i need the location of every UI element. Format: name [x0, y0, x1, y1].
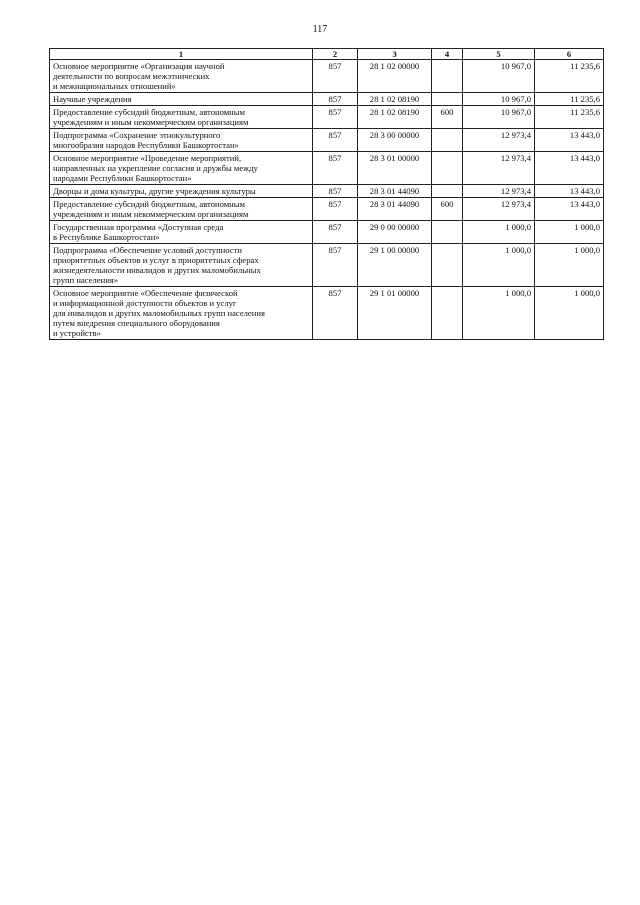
table-row [50, 93, 604, 106]
cell-sum2: 13 443,0 [535, 129, 604, 152]
cell-vr: 600 [432, 106, 463, 129]
cell-name [50, 60, 313, 93]
cell-csr: 29 1 01 00000 [358, 287, 432, 340]
cell-name-line: Подпрограмма «Обеспечение условий доступности [53, 245, 242, 255]
cell-vr [432, 185, 463, 198]
cell-ved: 857 [313, 152, 358, 185]
cell-csr: 28 3 01 00000 [358, 152, 432, 185]
cell-name-line: в Республике Башкортостан» [53, 232, 160, 242]
header-col-sum2: 6 [535, 49, 604, 60]
cell-name [50, 287, 313, 340]
cell-name-line: приоритетных объектов и услуг в приоритетных сферах [53, 255, 259, 265]
table-row [50, 152, 604, 185]
table-row [50, 287, 604, 340]
header-col-ved: 2 [313, 49, 358, 60]
cell-vr [432, 244, 463, 287]
cell-ved: 857 [313, 198, 358, 221]
header-col-sum1: 5 [463, 49, 535, 60]
table-body [50, 60, 604, 340]
table-row [50, 106, 604, 129]
cell-name [50, 93, 313, 106]
cell-sum2: 11 235,6 [535, 93, 604, 106]
cell-ved: 857 [313, 106, 358, 129]
cell-sum1: 1 000,0 [463, 221, 535, 244]
cell-name-line: Государственная программа «Доступная среда [53, 222, 224, 232]
page-number: 117 [312, 24, 328, 35]
cell-name-line: Научные учреждения [53, 94, 132, 104]
cell-sum2: 13 443,0 [535, 198, 604, 221]
cell-sum1: 10 967,0 [463, 60, 535, 93]
cell-name-line: учреждениям и иным некоммерческим организациям [53, 209, 249, 219]
cell-name-line: направленных на укрепление согласия и дружбы между [53, 163, 258, 173]
cell-name-line: и устройств» [53, 328, 101, 338]
cell-sum1: 10 967,0 [463, 93, 535, 106]
cell-sum2: 13 443,0 [535, 185, 604, 198]
cell-name-line: Основное мероприятие «Проведение мероприятий, [53, 153, 242, 163]
cell-sum2: 13 443,0 [535, 152, 604, 185]
cell-csr: 28 1 02 00000 [358, 60, 432, 93]
cell-name-line: многообразия народов Республики Башкортостан» [53, 140, 239, 150]
cell-name [50, 221, 313, 244]
cell-name [50, 198, 313, 221]
cell-name [50, 185, 313, 198]
cell-vr [432, 221, 463, 244]
table-row [50, 198, 604, 221]
header-col-vr: 4 [432, 49, 463, 60]
cell-name [50, 106, 313, 129]
cell-sum2: 1 000,0 [535, 221, 604, 244]
budget-table [49, 48, 604, 340]
header-col-name: 1 [50, 49, 313, 60]
cell-name-line: для инвалидов и других маломобильных групп населения [53, 308, 265, 318]
cell-vr [432, 152, 463, 185]
table-row [50, 185, 604, 198]
cell-sum1: 10 967,0 [463, 106, 535, 129]
cell-sum1: 12 973,4 [463, 198, 535, 221]
cell-csr: 28 3 00 00000 [358, 129, 432, 152]
cell-sum1: 12 973,4 [463, 152, 535, 185]
cell-name [50, 129, 313, 152]
cell-csr: 28 1 02 08190 [358, 106, 432, 129]
cell-ved: 857 [313, 185, 358, 198]
cell-ved: 857 [313, 129, 358, 152]
cell-sum2: 1 000,0 [535, 244, 604, 287]
cell-name-line: Предоставление субсидий бюджетным, автономным [53, 199, 245, 209]
cell-sum1: 1 000,0 [463, 244, 535, 287]
table-row [50, 60, 604, 93]
cell-vr: 600 [432, 198, 463, 221]
cell-sum2: 11 235,6 [535, 106, 604, 129]
cell-vr [432, 287, 463, 340]
table-row [50, 221, 604, 244]
cell-vr [432, 93, 463, 106]
cell-ved: 857 [313, 93, 358, 106]
cell-name-line: народами Республики Башкортостан» [53, 173, 192, 183]
cell-ved: 857 [313, 60, 358, 93]
cell-csr: 28 3 01 44090 [358, 198, 432, 221]
cell-name-line: Подпрограмма «Сохранение этнокультурного [53, 130, 221, 140]
cell-name-line: Основное мероприятие «Организация научной [53, 61, 225, 71]
cell-name-line: и межнациональных отношений» [53, 81, 176, 91]
cell-sum1: 12 973,4 [463, 129, 535, 152]
cell-sum2: 1 000,0 [535, 287, 604, 340]
cell-csr: 28 1 02 08190 [358, 93, 432, 106]
cell-ved: 857 [313, 221, 358, 244]
cell-name [50, 152, 313, 185]
cell-name-line: деятельности по вопросам межэтнических [53, 71, 210, 81]
cell-name [50, 244, 313, 287]
table-header-row [50, 49, 604, 60]
cell-name-line: Дворцы и дома культуры, другие учреждения культуры [53, 186, 256, 196]
table-row [50, 129, 604, 152]
cell-name-line: Предоставление субсидий бюджетным, автономным [53, 107, 245, 117]
cell-sum1: 12 973,4 [463, 185, 535, 198]
cell-csr: 29 0 00 00000 [358, 221, 432, 244]
cell-csr: 29 1 00 00000 [358, 244, 432, 287]
cell-name-line: жизнедеятельности инвалидов и других маломобильных [53, 265, 261, 275]
cell-name-line: учреждениям и иным некоммерческим организациям [53, 117, 249, 127]
cell-name-line: групп населения» [53, 275, 119, 285]
cell-vr [432, 129, 463, 152]
cell-vr [432, 60, 463, 93]
cell-csr: 28 3 01 44090 [358, 185, 432, 198]
cell-name-line: путем внедрения специального оборудования [53, 318, 220, 328]
cell-name-line: Основное мероприятие «Обеспечение физической [53, 288, 238, 298]
cell-name-line: и информационной доступности объектов и услуг [53, 298, 237, 308]
cell-sum1: 1 000,0 [463, 287, 535, 340]
cell-ved: 857 [313, 287, 358, 340]
header-col-csr: 3 [358, 49, 432, 60]
cell-sum2: 11 235,6 [535, 60, 604, 93]
cell-ved: 857 [313, 244, 358, 287]
table-row [50, 244, 604, 287]
